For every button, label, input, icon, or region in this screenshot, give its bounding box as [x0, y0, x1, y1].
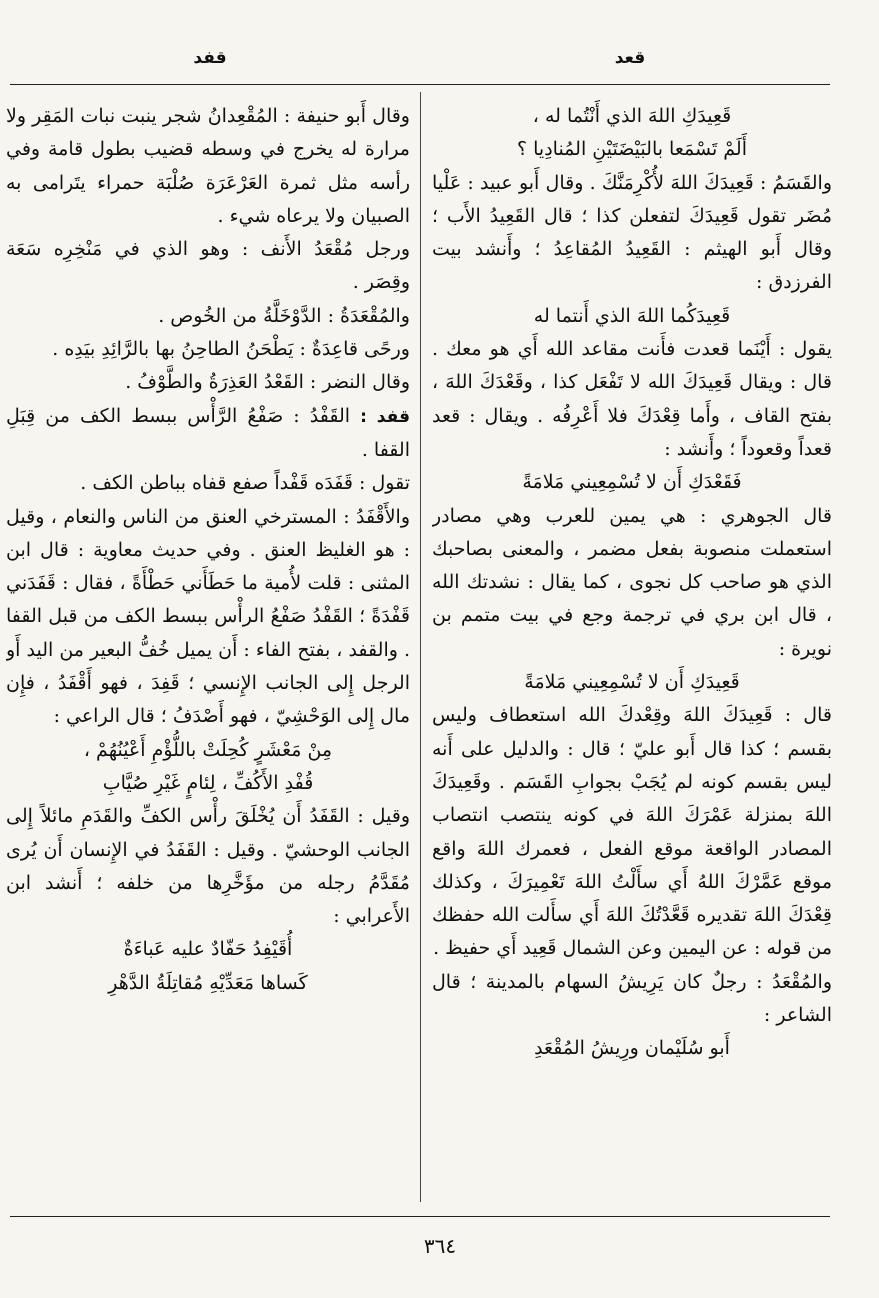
paragraph: [432, 333, 832, 466]
paragraph: [6, 333, 410, 366]
paragraph: [6, 400, 410, 468]
column-divider: [420, 92, 421, 1202]
paragraph-text: مِنْ مَعْشَرٍ كُحِلَتْ باللُّؤْمِ أَعْيُنُهُمْ ،: [83, 738, 333, 761]
paragraph-text: والقَسَمُ : قَعِيدَكَ اللهَ لأُكْرِمَنَّكَ . وقال أَبو عبيد : عَلْيا مُضَر تقول قَعِيدَكَ لتفعلن كذا ؛ قال القَعِيدُ الأَب ؛ وقال أَبو الهيثم : القَعِيدُ المُقاعِدُ ؛ وأَنشد بيت الفرزدق :: [432, 171, 832, 294]
paragraph-text: أَبو سُلَيْمان ورِيشُ المُقْعَدِ: [534, 1037, 730, 1060]
verse-line: [6, 767, 410, 800]
paragraph-text: قال : قَعِيدَكَ اللهَ وقِعْدكَ الله استعطاف وليس بقسم ؛ كذا قال أَبو عليّ ؛ قال : والدليل على أَنه ليس بقسم كونه لم يُجَبْ بجوابِ القَسَم . وقَعِيدَكَ اللهَ بمنزلة عَمْرَكَ اللهَ في كونه ينتصب انتصاب المصادر الواقعة موقع الفعل ، فعمرك اللهَ واقع موقع عَمَّرْكَ اللهُ أَي سأَلْتُ اللهَ تَعْمِيرَكَ ، وكذلك قِعْدَكَ اللهَ تقديره قَعَّدْتُكَ اللهَ أَي سأَلت الله حفظك من قوله : عن اليمين وعن الشمال قَعِيد أَي حفيظ .: [432, 704, 832, 960]
paragraph-text: وقال النضر : القَعْدُ العَذِرَةُ والطَّوْفُ .: [125, 371, 410, 394]
left-column: [6, 100, 410, 1208]
paragraph: [6, 800, 410, 933]
paragraph-text: والأَقْفَدُ : المسترخي العنق من الناس والنعام ، وقيل : هو الغليظ العنق . وفي حديث معاوية : قال ابن المثنى : قلت لأُمية ما حَطَأَني حَطْأَةً ، فقال : قَفَدَني قَفْدَةً ؛ القَفْدُ صَفْعُ الرأْس ببسط الكف من قبل القفا . والقفد ، بفتح الفاء : أَن يميل خُفُّ البعير من اليد أَو الرجل إِلى الجانب الإِنسي ؛ قَفِدَ ، فهو أَقْفَدُ ، فإِن مال إِلى الوَحْشِيّ ، فهو أَصْدَفُ ؛ قال الراعي :: [6, 505, 410, 728]
verse-line: [6, 967, 410, 1000]
paragraph-text: قَعِيدَكِ اللهَ الذي أَنْتُما له ،: [532, 105, 732, 127]
paragraph-text: قال الجوهري : هي يمين للعرب وهي مصادر استعملت منصوبة بفعل مضمر ، والمعنى بصاحبك الذي هو صاحب كل نجوى ، كما يقال : نشدتك الله ، قال ابن بري في ترجمة وجع في بيت متمم بن نويرة :: [432, 504, 832, 660]
paragraph-text: تقول : قَفَدَه قَفْداً صفع قفاه بباطن الكف .: [80, 472, 410, 495]
paragraph: [6, 233, 410, 300]
verse-line: [432, 133, 832, 166]
paragraph-text: قُفْدِ الأَكُفِّ ، لِئامٍ غَيْرِ صُيَّابِ: [102, 771, 314, 794]
paragraph: [6, 100, 410, 233]
verse-line: [432, 666, 832, 699]
paragraph-text: قَعِيدَكِ أَن لا تُسْمِعِيني مَلامَةً: [524, 671, 740, 694]
paragraph: [432, 167, 832, 300]
paragraph-text: أُقَيْفِدُ حَفّادٌ عليه عَباءَةٌ: [123, 938, 293, 961]
running-head-right: قعد: [614, 48, 646, 68]
verse-line: [6, 933, 410, 966]
paragraph-text: ورجل مُقْعَدُ الأَنف : وهو الذي في مَنْخِرِه سَعَة وقِصَر .: [6, 238, 410, 294]
paragraph: [432, 699, 832, 965]
verse-line: [432, 466, 832, 499]
verse-line: [432, 100, 832, 133]
entry-keyword: قفد :: [360, 406, 410, 427]
paragraph: [6, 501, 410, 734]
paragraph-text: يقول : أَيْنَما قعدت فأَنت مقاعد الله أَي هو معك . قال : ويقال قَعِيدَكَ الله لا تَفْعَل كذا ، وقَعْدَكَ اللهَ ، بفتح القاف ، وأَما قِعْدَكَ فلا أَعْرِفُه . ويقال : قعد قعداً وقعوداً ؛ وأَنشد :: [432, 338, 832, 460]
paragraph: [432, 500, 832, 666]
paragraph-text: وقال أَبو حنيفة : المُقْعِدانُ شجر ينبت نبات المَقِر ولا مرارة له يخرج في وسطه قضيب بطول قامة وفي رأسه مثل ثمرة العَرْعَرَة صُلْبَة حمراء يتَرامى به الصبيان ولا يرعاه شيء .: [6, 105, 410, 227]
verse-line: [6, 734, 410, 767]
paragraph-text: ورحًى قاعِدَةٌ : يَطْحَنُ الطاحِنُ بها بالرَّائِدِ بيَدِه .: [52, 338, 410, 361]
bottom-rule: [10, 1216, 830, 1217]
paragraph-text: والمُقْعَدُ : رجلٌ كان يَرِيشُ السهام بالمدينة ؛ قال الشاعر :: [432, 970, 832, 1027]
verse-line: [432, 1032, 832, 1065]
paragraph: [6, 366, 410, 399]
paragraph-text: كَساها مَعَدِّيْهِ مُقاتِلَةُ الدَّهْرِ: [108, 971, 308, 994]
page-number: ٣٦٤: [423, 1234, 457, 1258]
paragraph-text: والمُقْعَدَةُ : الدَّوْخَلَّةُ من الخُوص .: [158, 304, 410, 327]
running-head-left: قفد: [193, 48, 227, 68]
top-rule: [10, 84, 830, 85]
paragraph: [432, 966, 832, 1033]
paragraph: [6, 467, 410, 500]
paragraph-text: فَقَعْدَكِ أَن لا تُسْمِعِيني مَلامَةً: [522, 471, 742, 494]
paragraph-text: أَلَمْ تَسْمَعا بالبَيْضَتَيْنِ المُنادِيا ؟: [517, 138, 747, 161]
paragraph-text: قَعِيدَكُما اللهَ الذي أَنتما له: [533, 304, 731, 327]
verse-line: [432, 300, 832, 333]
right-column: [432, 100, 832, 1208]
paragraph-text: وقيل : القَفَدُ أَن يُخْلَقَ رأْس الكفِّ والقَدَمِ مائلاً إِلى الجانب الوحشيّ . وقيل : القَفَدُ في الإِنسان أَن يُرى مُقَدَّمُ رجله من مؤَخَّرِها من خلفه ؛ أَنشد ابن الأَعرابي :: [6, 805, 410, 928]
paragraph: [6, 300, 410, 333]
paragraph-text: القَفْدُ : صَفْعُ الرَّأْس ببسط الكف من قِبَلِ القفا .: [6, 404, 410, 461]
